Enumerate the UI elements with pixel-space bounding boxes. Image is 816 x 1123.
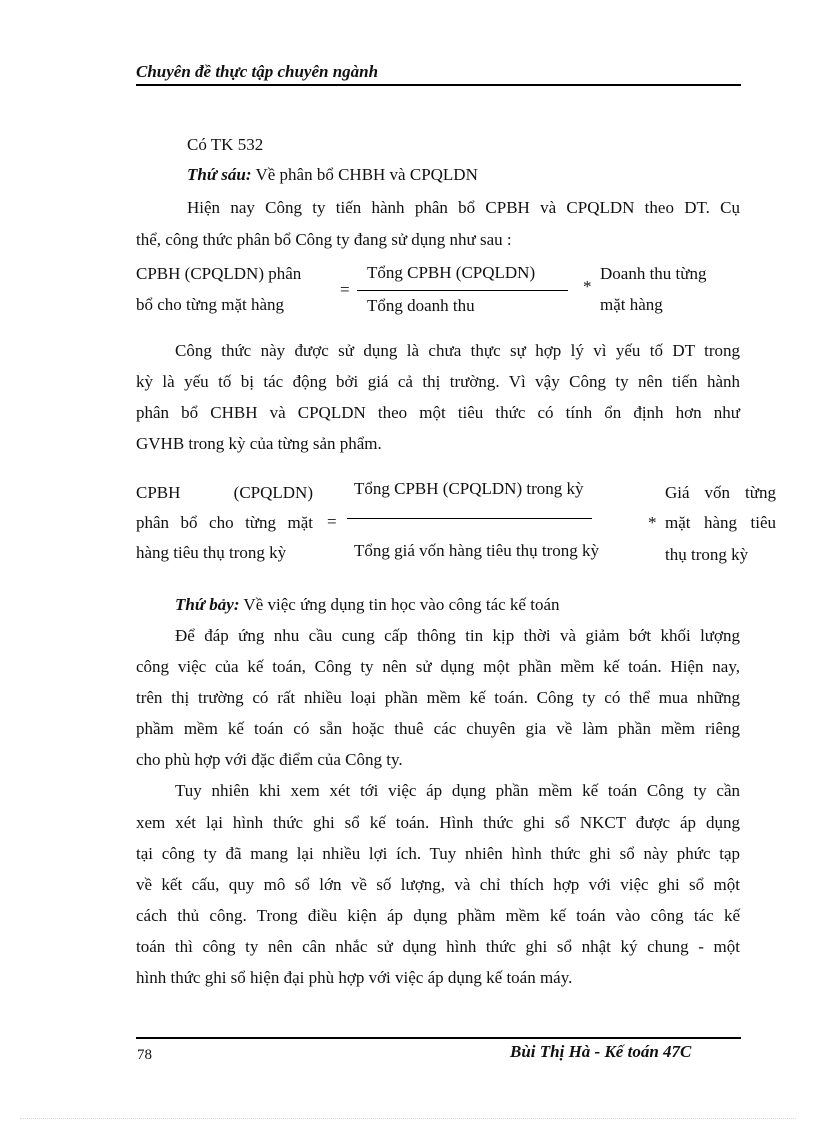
formula1-left-2: bổ cho từng mặt hàng [136,295,285,314]
section-seventh-text: Về việc ứng dụng tin học vào công tác kế toán [239,595,560,614]
formula2-equals: = [327,512,337,531]
section-sixth-label: Thứ sáu: [187,165,252,184]
formula2-times: * [648,513,657,532]
formula2-numerator: Tổng CPBH (CPQLDN) trong kỳ [354,479,584,498]
para2-line-4: GVHB trong kỳ của từng sản phẩm. [136,434,382,453]
section-seventh-label: Thứ bảy: [175,595,240,614]
formula2-right-1: Giá vốn từng [665,483,776,502]
para4-line-7: hình thức ghi sổ hiện đại phù hợp với việc áp dụng kế toán máy. [136,968,573,987]
para3-line-1: Để đáp ứng nhu cầu cung cấp thông tin kịp thời và giảm bớt khối lượng [175,626,740,645]
line-co-tk: Có TK 532 [187,135,264,154]
formula2-left-3: hàng tiêu thụ trong kỳ [136,543,287,562]
header-rule [136,84,741,86]
para1-line-1: Hiện nay Công ty tiến hành phân bổ CPBH và CPQLDN theo DT. Cụ [187,198,740,217]
para4-line-4: về kết cấu, quy mô sổ lớn về số lượng, và chỉ thích hợp với việc ghi sổ một [136,875,740,894]
para3-line-5: cho phù hợp với đặc điểm của Công ty. [136,750,403,769]
para4-line-1: Tuy nhiên khi xem xét tới việc áp dụng phần mềm kế toán Công ty cần [175,781,740,800]
page-header-title: Chuyên đề thực tập chuyên ngành [136,62,379,81]
para4-line-5: cách thủ công. Trong điều kiện áp dụng phầm mềm kế toán vào công tác kế [136,906,740,925]
para3-line-2: công việc của kế toán, Công ty nên sử dụng một phần mềm kế toán. Hiện nay, [136,657,740,676]
para3-line-3: trên thị trường có rất nhiều loại phần mềm kế toán. Công ty có thể mua những [136,688,740,707]
formula1-left-1: CPBH (CPQLDN) phân [136,264,302,283]
footer-rule [136,1037,741,1039]
formula1-right-1: Doanh thu từng [600,264,707,283]
para2-line-1: Công thức này được sử dụng là chưa thực sự hợp lý vì yếu tố DT trong [175,341,740,360]
formula2-right-2: mặt hàng tiêu [665,513,776,532]
formula2-left-1: CPBH (CPQLDN) [136,483,313,502]
page-number: 78 [137,1047,152,1063]
formula1-fraction-bar [357,290,568,291]
formula1-denominator: Tổng doanh thu [367,296,475,315]
para2-line-3: phân bổ CHBH và CPQLDN theo một tiêu thức có tính ổn định hơn như [136,403,740,422]
formula2-fraction-bar [347,518,592,519]
formula1-right-2: mặt hàng [600,295,663,314]
formula1-numerator: Tổng CPBH (CPQLDN) [367,263,536,282]
para4-line-3: tại công ty đã mang lại nhiều lợi ích. Tuy nhiên hình thức ghi sổ này phức tạp [136,844,740,863]
formula2-denominator: Tổng giá vốn hàng tiêu thụ trong kỳ [354,541,600,560]
para4-line-6: toán thì công ty nên cân nhắc sử dụng hình thức ghi sổ nhật ký chung - một [136,937,740,956]
para3-line-4: phầm mềm kế toán có sẵn hoặc thuê các chuyên gia về làm phần mềm riêng [136,719,740,738]
para2-line-2: kỳ là yếu tố bị tác động bởi giá cả thị trường. Vì vậy Công ty nên tiến hành [136,372,740,391]
formula2-left-2: phân bổ cho từng mặt [136,513,313,532]
section-sixth [187,165,478,185]
section-sixth-text: Về phân bổ CHBH và CPQLDN [251,165,478,184]
bottom-dotted-edge [20,1118,796,1119]
section-seventh [175,595,560,615]
formula1-equals: = [340,280,350,299]
footer-author: Bùi Thị Hà - Kế toán 47C [510,1042,692,1061]
formula2-right-3: thụ trong kỳ [665,545,749,564]
para4-line-2: xem xét lại hình thức ghi sổ kế toán. Hình thức ghi sổ NKCT được áp dụng [136,813,740,832]
formula1-times: * [583,277,592,296]
para1-line-2: thể, công thức phân bổ Công ty đang sử dụng như sau : [136,230,512,249]
